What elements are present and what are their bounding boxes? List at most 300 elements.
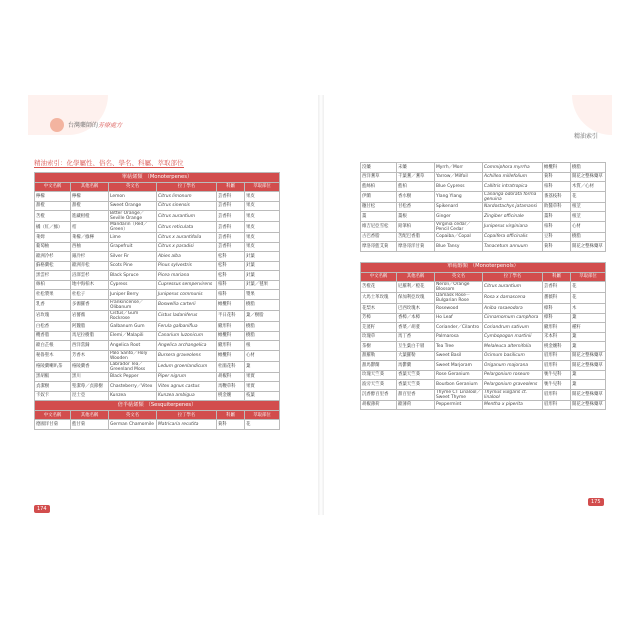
table-cell: 阿魏脂 [71, 322, 109, 332]
table-cell: 檸檬 [35, 192, 71, 202]
table-cell: 香葉天竺葵 [397, 380, 435, 390]
table-cell: 菊科 [543, 242, 571, 252]
table-cell: 葉 [571, 313, 606, 323]
table-cell: 歐薄荷 [397, 400, 435, 410]
table-cell: 樹脂 [245, 322, 280, 332]
category-header [361, 262, 606, 272]
table-cell: 果皮 [245, 192, 280, 202]
table-cell: Pelargonium graveolens [483, 380, 543, 390]
table-cell: 茶樹 [361, 342, 397, 352]
table-cell: 甜橙 [71, 201, 109, 211]
table-cell: 地中海柏木 [71, 280, 109, 290]
table-cell: Abies alba [157, 252, 217, 262]
table-cell: 絲柏 [35, 280, 71, 290]
table-cell: 薑科 [543, 212, 571, 222]
page-number-left: 174 [34, 505, 50, 513]
table-cell: Cinnamomum camphora [483, 313, 543, 323]
column-header-row [361, 272, 606, 281]
category-title-en: （Sesquiterpenes） [145, 401, 197, 408]
table-cell: 果皮 [245, 211, 280, 222]
table-cell: 香樟／本樟 [397, 313, 435, 323]
table-cell: 針葉 [245, 252, 280, 262]
table-cell: 苦橙 [35, 211, 71, 222]
table-cell: German Chamomile [109, 420, 157, 430]
table-cell: Aniba rosaeodora [483, 304, 543, 314]
table-cell: Sweet Orange [109, 201, 157, 211]
category-title-en: （Monoterpenes） [144, 173, 193, 180]
table-cell: 聖潔莓／貞節樹 [71, 382, 109, 392]
table-cell: 花 [571, 191, 606, 202]
column-header: 其他名稱 [71, 411, 109, 420]
table-row [35, 341, 280, 351]
table-cell: 摩洛哥藍艾菊 [361, 242, 397, 252]
book-logo-icon [50, 118, 64, 132]
table-cell: 多伽羅香 [71, 299, 109, 310]
table-row [35, 391, 280, 401]
column-header: 英文名 [109, 411, 157, 420]
table-cell: 香水樹 [397, 191, 435, 202]
table-cell: 欖香脂 [35, 331, 71, 341]
table-cell: 甜馬鬱蘭 [361, 361, 397, 371]
left-essential-oil-table [34, 172, 280, 430]
table-cell: 薔薇科 [543, 292, 571, 303]
table-cell: Yarrow／Milfoil [435, 172, 483, 182]
table-cell: 樹脂 [245, 299, 280, 310]
table-cell: Tea Tree [435, 342, 483, 352]
table-cell: 枝葉 [245, 391, 280, 401]
table-cell: Rosewood [435, 304, 483, 314]
table-cell: Blue Cypress [435, 182, 483, 192]
table-row [361, 163, 606, 173]
header-title-accent: 芳療處方 [98, 122, 123, 129]
table-row [361, 342, 606, 352]
table-cell: 格陵蘭喇叭茶 [35, 361, 71, 372]
table-cell: 德國洋甘菊 [35, 420, 71, 430]
table-cell: Boswellia carterii [157, 299, 217, 310]
table-cell: 根莖 [571, 202, 606, 212]
section-title: 精油索引：化學屬性、俗名、學名、科屬、萃取部位 [34, 159, 184, 167]
table-cell: 黑雲杉 [35, 271, 71, 281]
table-cell: Neroli／Orange Blossom [435, 281, 483, 292]
table-cell: 馬鞭草科 [217, 382, 245, 392]
table-cell: 樹脂 [571, 232, 606, 242]
table-cell: 開花之整株藥草 [571, 361, 606, 371]
table-cell: Citrus reticulata [157, 222, 217, 233]
table-cell: Tanacetum annuum [483, 242, 543, 252]
table-cell: 菊科 [543, 172, 571, 182]
table-cell: Juniperus virginiana [483, 221, 543, 232]
spacer-row [361, 251, 606, 262]
column-header: 其他名稱 [71, 183, 109, 192]
table-cell: 松科 [217, 261, 245, 271]
table-cell: 半日花科 [217, 310, 245, 321]
table-cell: 馬鬱蘭 [397, 361, 435, 371]
table-cell: Grapefruit [109, 242, 157, 252]
table-cell: Rose Geranium [435, 370, 483, 380]
table-row [361, 292, 606, 303]
table-cell: 針葉／毬果 [245, 280, 280, 290]
table-cell: 桃金孃 [217, 391, 245, 401]
table-cell: Melaleuca alternifolia [483, 342, 543, 352]
table-cell: Cupressus sempervirens [157, 280, 217, 290]
table-cell: Elemi／Malapili [109, 331, 157, 341]
table-cell: 沒藥 [361, 163, 397, 173]
table-cell: 昆士亞 [71, 391, 109, 401]
table-row [361, 182, 606, 192]
table-cell: 歐洲冷杉 [35, 252, 71, 262]
table-cell: 木質／心材 [571, 182, 606, 192]
right-header: 精油索引 [574, 133, 599, 140]
left-header [68, 120, 122, 129]
table-cell: 沼澤雲杉 [71, 271, 109, 281]
table-cell: 黑川 [71, 372, 109, 382]
book-gutter [318, 95, 324, 515]
table-row [361, 202, 606, 212]
table-cell: 柏科 [217, 290, 245, 300]
table-cell: 苦配巴香脂 [397, 232, 435, 242]
table-cell: 香葉天竺葵 [397, 370, 435, 380]
table-cell: 秘魯聖木 [35, 350, 71, 361]
category-title-zh: 單萜醇類 [447, 263, 468, 270]
table-row [361, 232, 606, 242]
table-row [35, 233, 280, 243]
table-cell: 芫荽籽 [361, 323, 397, 333]
table-cell: 巴西玫瑰木 [397, 304, 435, 314]
column-header: 萃取部位 [245, 183, 280, 192]
column-header: 萃取部位 [571, 272, 606, 281]
table-row [35, 420, 280, 430]
table-cell: 萊檬／綠檸 [71, 233, 109, 243]
table-cell: Citrus limonum [157, 192, 217, 202]
table-row [35, 261, 280, 271]
table-cell: 甘松香 [397, 202, 435, 212]
table-cell: Kunzea ambigua [157, 391, 217, 401]
table-cell: Copaifera officinalis [483, 232, 543, 242]
table-row [361, 281, 606, 292]
column-header: 萃取部位 [245, 411, 280, 420]
table-cell: 進藏柑橙 [71, 211, 109, 222]
table-cell: Ledum groenlandicum [157, 361, 217, 372]
table-row [361, 323, 606, 333]
table-cell: 芸香科 [217, 242, 245, 252]
category-title [361, 262, 606, 272]
table-row [361, 380, 606, 390]
table-cell: Origanum majorana [483, 361, 543, 371]
table-cell: 種籽 [571, 323, 606, 333]
table-cell: 果皮 [245, 233, 280, 243]
table-cell: 芸香科 [217, 211, 245, 222]
table-cell: 胡椒科 [217, 372, 245, 382]
table-cell: 歐洲赤松 [71, 261, 109, 271]
table-cell: Ocimum basilicum [483, 351, 543, 361]
table-cell: Bitter Orange／Seville Orange [109, 211, 157, 222]
column-header-row [35, 411, 280, 420]
table-cell: Black Spruce [109, 271, 157, 281]
table-cell: 橄欖科 [543, 163, 571, 173]
column-header: 英文名 [435, 272, 483, 281]
table-cell: Coriander／Cilantro [435, 323, 483, 333]
table-cell: 尼羅利／橙花 [397, 281, 435, 292]
table-cell: 桔 [71, 222, 109, 233]
table-cell: Cistus ladaniferus [157, 310, 217, 321]
table-cell: 根 [245, 341, 280, 351]
column-header: 中文名稱 [361, 272, 397, 281]
table-cell: 松科 [217, 271, 245, 281]
table-cell: Vitex agnus castus [157, 382, 217, 392]
table-row [361, 172, 606, 182]
table-cell: Achillea millefolium [483, 172, 543, 182]
table-row [35, 299, 280, 310]
table-cell: Spikenard [435, 202, 483, 212]
table-cell: 薑 [361, 212, 397, 222]
table-cell: 橘（紅／綠） [35, 222, 71, 233]
category-title-en: （Monoterpenols） [469, 263, 519, 270]
table-cell: Juniperus communis [157, 290, 217, 300]
table-cell: 馬丁香 [397, 332, 435, 342]
table-cell: Ferula galbaniflua [157, 322, 217, 332]
table-cell: Cananga odorata forma genuina [483, 191, 543, 202]
table-row [35, 222, 280, 233]
table-cell: 唇形科 [543, 351, 571, 361]
table-row [361, 400, 606, 410]
table-row [35, 201, 280, 211]
table-cell: 藍甘菊 [71, 420, 109, 430]
table-cell: Ginger [435, 212, 483, 222]
table-cell: Commiphora myrrha [483, 163, 543, 173]
table-cell: Mentha x piperita [483, 400, 543, 410]
table-cell: Piper nigrum [157, 372, 217, 382]
table-row [361, 191, 606, 202]
table-cell: Frankincense／Olibanum [109, 299, 157, 310]
table-cell: Ylang Ylang [435, 191, 483, 202]
spacer-cell [361, 251, 606, 262]
table-cell: 玫瑰天竺葵 [361, 370, 397, 380]
table-cell: 伊蘭 [361, 191, 397, 202]
table-row [35, 361, 280, 372]
table-cell: Peppermint [435, 400, 483, 410]
table-cell: Blue Tansy [435, 242, 483, 252]
column-header: 拉丁學名 [483, 272, 543, 281]
column-header-row [35, 183, 280, 192]
table-cell: 葉 [245, 361, 280, 372]
table-cell: 柏科 [543, 182, 571, 192]
table-cell: 心材 [571, 221, 606, 232]
table-cell: 互生葉白千層 [397, 342, 435, 352]
table-cell: 葉 [571, 370, 606, 380]
category-title [35, 401, 280, 411]
table-cell: 維吉尼亞雪松 [361, 221, 397, 232]
header-title-prefix: 台灣藥師的 [68, 122, 99, 129]
table-cell: 甜橙 [35, 201, 71, 211]
table-cell: 針葉 [245, 271, 280, 281]
table-cell: Lime [109, 233, 157, 243]
table-cell: 歐白芷根 [35, 341, 71, 351]
table-cell: Palmarosa [435, 332, 483, 342]
table-cell: 古巴香脂 [361, 232, 397, 242]
table-cell: Cypress [109, 280, 157, 290]
right-essential-oil-table [360, 162, 606, 410]
table-cell: 芸香科 [217, 222, 245, 233]
table-cell: 開花之整株藥草 [571, 172, 606, 182]
column-header: 科屬 [217, 411, 245, 420]
table-row [35, 322, 280, 332]
table-cell: 豆科 [543, 232, 571, 242]
table-cell: 橄欖科 [217, 350, 245, 361]
table-cell: 菊科 [217, 420, 245, 430]
table-cell: Scots Pine [109, 261, 157, 271]
table-cell: 繖形科 [217, 341, 245, 351]
table-cell: 葉 [571, 342, 606, 352]
table-cell: 千葉蓍／蓍草 [397, 172, 435, 182]
table-cell: Lemon [109, 192, 157, 202]
table-cell: 葉／樹脂 [245, 310, 280, 321]
table-cell: 芳樟 [361, 313, 397, 323]
table-cell: Silver Fir [109, 252, 157, 262]
table-row [35, 331, 280, 341]
column-header: 其他名稱 [397, 272, 435, 281]
table-cell: 胡椒薄荷 [361, 400, 397, 410]
table-cell: 果實 [245, 382, 280, 392]
table-row [35, 252, 280, 262]
table-cell: Mandarin（Red／Green） [109, 222, 157, 233]
table-cell: 黑胡椒 [35, 372, 71, 382]
table-cell: 繖形科 [217, 322, 245, 332]
table-row [35, 280, 280, 290]
table-cell: 銀冷杉 [71, 252, 109, 262]
table-cell: 白松香 [35, 322, 71, 332]
table-row [35, 211, 280, 222]
table-cell: Cymbopogon martinii [483, 332, 543, 342]
table-cell: 果皮 [245, 201, 280, 211]
table-row [361, 221, 606, 232]
table-cell: 玫瑰草 [361, 332, 397, 342]
table-cell: 格陵蘭香 [71, 361, 109, 372]
table-cell: 針葉 [245, 261, 280, 271]
table-cell: Coriandrum sativum [483, 323, 543, 333]
table-row [35, 290, 280, 300]
table-cell: 馬尼拉樹脂 [71, 331, 109, 341]
category-header [35, 401, 280, 411]
table-row [361, 389, 606, 400]
table-cell: 唇形科 [543, 400, 571, 410]
table-cell: 檸檬 [71, 192, 109, 202]
table-cell: Nardostachys jatamansi [483, 202, 543, 212]
table-cell: 葉 [571, 332, 606, 342]
table-cell: Cistus／Gum Rockrose [109, 310, 157, 321]
table-cell: 根莖 [571, 212, 606, 222]
table-cell: 唇形科 [543, 389, 571, 400]
category-title-zh: 單萜烯類 [121, 173, 143, 180]
column-header: 拉丁學名 [157, 411, 217, 420]
table-cell: Zingiber officinale [483, 212, 543, 222]
table-cell: 西洋當歸 [71, 341, 109, 351]
table-cell: Citrus x paradisi [157, 242, 217, 252]
table-cell: 花 [571, 292, 606, 303]
table-cell: Sweet Basil [435, 351, 483, 361]
table-cell: 保加利亞玫瑰 [397, 292, 435, 303]
table-cell: 桃金孃科 [543, 342, 571, 352]
table-cell: Matricaria recutita [157, 420, 217, 430]
table-row [361, 304, 606, 314]
table-cell: Canarium luzonicum [157, 331, 217, 341]
table-cell: Chasteberry／Vitex [109, 382, 157, 392]
table-cell: Labrador Tea／Greenland Moss [109, 361, 157, 372]
table-cell: 敗醬草科 [543, 202, 571, 212]
table-row [35, 242, 280, 252]
table-cell: Citrus x aurantifolia [157, 233, 217, 243]
table-cell: 橄欖科 [217, 299, 245, 310]
table-cell: Thymus vulgaris ct. linalool [483, 389, 543, 400]
table-cell: 甜百里香 [397, 389, 435, 400]
table-cell: 唇形科 [543, 361, 571, 371]
table-cell: Damask Rose－Bulgarian Rose [435, 292, 483, 303]
table-cell: 松科 [217, 252, 245, 262]
table-cell: Kunzea [109, 391, 157, 401]
table-row [361, 351, 606, 361]
table-cell: 大馬士革玫瑰 [361, 292, 397, 303]
table-cell: Black Pepper [109, 372, 157, 382]
table-cell: Citrus sinensis [157, 201, 217, 211]
table-cell: 香菜／胡荽 [397, 323, 435, 333]
table-cell: 芸香科 [217, 233, 245, 243]
table-cell: 木 [571, 304, 606, 314]
table-cell: 波旁天竺葵 [361, 380, 397, 390]
table-cell: 西柚 [71, 242, 109, 252]
table-cell: Picea mariana [157, 271, 217, 281]
table-cell: 開花之整株藥草 [571, 389, 606, 400]
table-cell: 葉 [571, 380, 606, 390]
table-cell: Copaiba／Copal [435, 232, 483, 242]
table-cell: 樹脂 [571, 163, 606, 173]
table-cell: Rosa x damascena [483, 292, 543, 303]
table-row [35, 372, 280, 382]
category-title [35, 173, 280, 183]
table-cell: 鉛筆柏 [397, 221, 435, 232]
table-cell: 花 [245, 420, 280, 430]
table-cell: 心材 [245, 350, 280, 361]
column-header: 英文名 [109, 183, 157, 192]
table-cell: 摩洛哥洋甘菊 [397, 242, 435, 252]
table-row [35, 271, 280, 281]
table-cell: Bursera graveolens [157, 350, 217, 361]
table-cell: Galbanum Gum [109, 322, 157, 332]
table-cell: Pelargonium roseum [483, 370, 543, 380]
table-row [35, 350, 280, 361]
table-cell: 芸香科 [217, 201, 245, 211]
table-row [361, 212, 606, 222]
table-row [361, 361, 606, 371]
table-cell: Callitris intratropica [483, 182, 543, 192]
table-cell: 杜鵑花科 [217, 361, 245, 372]
table-cell: 薑根 [397, 212, 435, 222]
table-row [35, 192, 280, 202]
table-cell: 乳香 [35, 299, 71, 310]
category-title-zh: 倍半萜烯類 [117, 401, 144, 408]
table-cell: Citrus aurantium [483, 281, 543, 292]
table-cell: 開花之整株藥草 [571, 400, 606, 410]
table-cell: 芸香科 [217, 192, 245, 202]
table-cell: 末藥 [397, 163, 435, 173]
table-cell: 開花之整株藥草 [571, 351, 606, 361]
table-cell: Juniper Berry [109, 290, 157, 300]
table-cell: 果皮 [245, 222, 280, 233]
category-header [35, 173, 280, 183]
table-cell: 岩薔薇 [71, 310, 109, 321]
page-number-right: 175 [588, 498, 604, 506]
table-cell: 沉香醇百里香 [361, 389, 397, 400]
table-row [361, 313, 606, 323]
table-cell: Ho Leaf [435, 313, 483, 323]
